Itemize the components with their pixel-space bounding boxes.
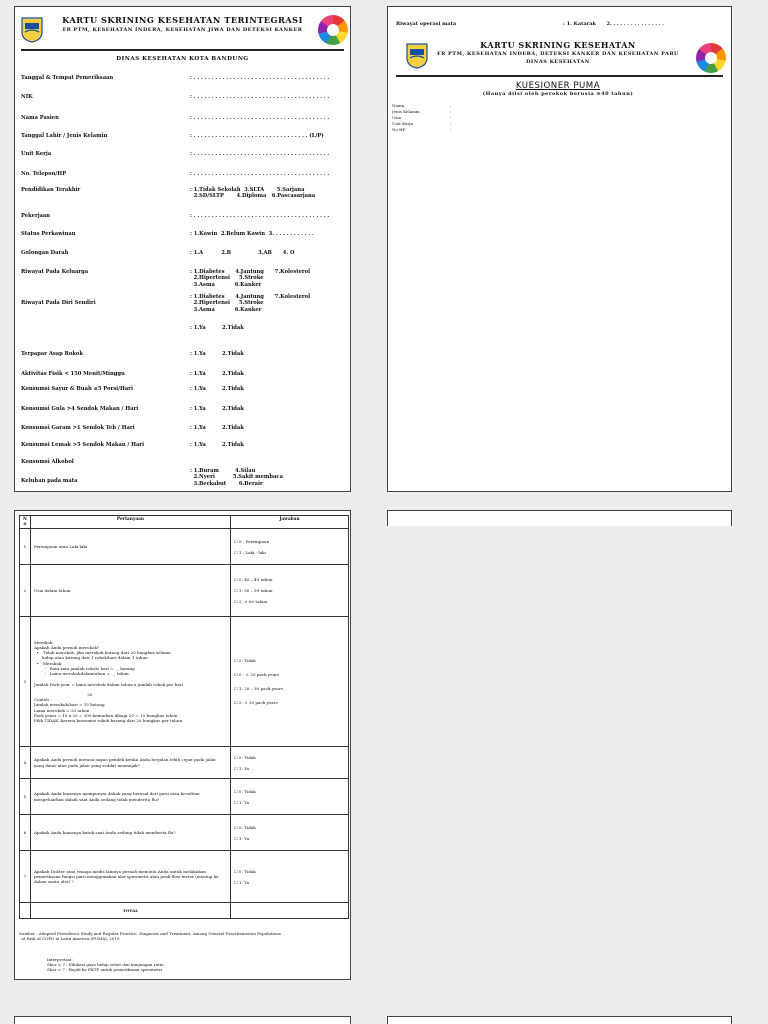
table-row <box>20 747 349 779</box>
field-label: Riwayat Pada Keluarga <box>21 269 89 275</box>
question-text: Apakah Dokter atau tenaga medis lainnya pernah meminta Anda untuk melakukan pemeriksaan fungsi paru menggunakan alat spirometri atau peak flow meter (meniup ke dalam suatu alat) ? <box>30 851 230 903</box>
question-text: Apakah Anda biasanya batuk saat Anda sedang tidak menderita flu? <box>30 815 230 851</box>
field-label: NIK <box>21 94 33 100</box>
field-label: No. Telepon/HP <box>21 171 67 177</box>
question-number: 2 <box>20 565 31 617</box>
source-note: Sumber : Adapted Prevalence Study and Regular Practice, Diagnosis and Treatment, Among General Practitionersin Populations at Risk of COPD in Latin America (PUMA), 2019 <box>19 931 281 942</box>
answer-checkbox[interactable]: ☐ 0: 40 – 49 tahun <box>233 577 273 582</box>
answer-checkbox[interactable]: ☐ 1: Ya <box>233 799 250 805</box>
eye-surgery-label: Riwayat operasi mata <box>396 21 457 27</box>
interpretation-note: Interpretasi : Skor < 7 : Edukasi gaya hidup sehat dan kunjungan rutin Skor > 7 : Rujuk ke FKTP untuk pemeriksaan spirometri <box>47 957 164 973</box>
field-label: Riwayat Pada Diri Sendiri <box>21 300 96 306</box>
question-number: 3 <box>20 617 31 747</box>
answer-checkbox[interactable]: ☐ 1: 20 – 30 pack years <box>233 686 283 691</box>
page-1 <box>14 6 351 492</box>
col-question: Pertanyaan <box>30 516 230 529</box>
card-subtitle: FR PTM, KESEHATAN INDERA, KESEHATAN JIWA DAN DETEKSI KANKER <box>62 27 303 33</box>
answer-options <box>230 565 348 617</box>
field-label: Golongan Darah <box>21 250 69 256</box>
answer-options <box>230 851 348 903</box>
page-6 <box>387 1016 732 1024</box>
field-label: Status Perkawinan <box>21 231 76 237</box>
bandung-logo <box>406 43 428 69</box>
total-row <box>20 903 349 919</box>
card-title: KARTU SKRINING KESEHATAN TERINTEGRASI <box>62 15 303 25</box>
field-label: Konsumsi Garam >1 Sendok Teh / Hari <box>21 425 135 431</box>
respondent-field-label: Unit Kerja <box>392 121 413 126</box>
field-label: Terpapar Asap Rokok <box>21 351 83 357</box>
total-label: TOTAL <box>30 903 230 919</box>
field-label: Konsumsi Alkohol <box>21 459 74 465</box>
answer-options <box>230 617 348 747</box>
respondent-field-label: No HP <box>392 127 406 132</box>
answer-checkbox[interactable]: ☐ 0: Tidak <box>233 754 256 760</box>
field-value[interactable]: : 1.Diabetes 4.Jantung 7.Kolesterol 2.Hipertensi 5.Stroke 3.Asma 6.Kanker <box>190 269 311 288</box>
table-row <box>20 779 349 815</box>
answer-options <box>230 779 348 815</box>
field-label: Tanggal Lahir / Jenis Kelamin <box>21 133 108 139</box>
answer-checkbox[interactable]: ☐ 0 : Perempuan <box>233 538 270 544</box>
question-text: Apakah Anda pernah merasa napas pendek ketika Anda berjalan lebih cepat pada jalan yang datar atau pada jalan yang sedikit menanjak? <box>30 747 230 779</box>
field-value[interactable]: : . . . . . . . . . . . . . . . . . . . . . . . . . . . . . . . . . . . . . . <box>190 115 330 121</box>
eye-surgery-value: : 1. Katarak 2. . . . . . . . . . . . . . . . <box>563 21 664 27</box>
answer-checkbox[interactable]: ☐ 1: Ya <box>233 835 250 841</box>
dept-name: DINAS KESEHATAN <box>526 59 590 65</box>
total-blank-cell <box>20 903 31 919</box>
respondent-field-value[interactable]: : <box>450 127 452 132</box>
question-text: Perempuan atau Laki-laki <box>30 529 230 565</box>
question-text: Usia dalam tahun <box>30 565 230 617</box>
field-value[interactable]: : . . . . . . . . . . . . . . . . . . . . . . . . . . . . . . . . (L/P) <box>190 133 324 139</box>
field-label: Nama Pasien <box>21 115 59 121</box>
question-text: Apakah Anda biasanya mempunyai dahak yang berasal dari paru atau kesulitan mengeluarkan dahak saat Anda sedang tidak menderita flu? <box>30 779 230 815</box>
page-3 <box>14 510 351 980</box>
table-row <box>20 565 349 617</box>
field-value[interactable]: : 1.Ya 2.Tidak <box>190 351 244 357</box>
field-label: Konsumsi Sayur & Buah ≤5 Porsi/Hari <box>21 386 133 392</box>
field-value[interactable]: : 1.A 2.B 3.AB 4. O <box>190 250 295 256</box>
answer-checkbox[interactable]: ☐ 0: Tidak <box>233 868 256 874</box>
answer-checkbox[interactable]: ☐ 0: Tidak <box>233 788 256 794</box>
question-number: 4 <box>20 747 31 779</box>
bandung-logo <box>21 17 43 43</box>
page-2 <box>387 6 732 492</box>
field-label: Keluhan pada mata <box>21 478 78 484</box>
questionnaire-title: KUESIONER PUMA <box>515 81 601 91</box>
respondent-field-label: Usia <box>392 115 402 120</box>
field-value[interactable]: : 1.Buram 4.Silau 2.Nyeri 5.Sakit membaca 3.Berkabut 6.Berair <box>190 468 283 487</box>
question-number: 5 <box>20 779 31 815</box>
dept-name: DINAS KESEHATAN KOTA BANDUNG <box>116 56 249 62</box>
header-divider <box>21 49 344 51</box>
respondent-field-value[interactable]: : <box>450 121 452 126</box>
card-subtitle: FR PTM, KESEHATAN INDERA, DETEKSI KANKER DAN KESEHATAN PARU <box>437 51 679 57</box>
field-label: Pekerjaan <box>21 213 51 219</box>
field-value[interactable]: : 1.Kawin 2.Belum Kawin 3. . . . . . . . . . . . <box>190 231 314 237</box>
page-4 <box>387 510 732 526</box>
field-label: Unit Kerja <box>21 151 52 157</box>
respondent-field-value[interactable]: : <box>450 103 452 108</box>
field-label: Tanggal & Tempat Pemeriksaan <box>21 75 114 81</box>
table-row <box>20 815 349 851</box>
answer-checkbox[interactable]: ☐ 0: Tidak <box>233 824 256 830</box>
question-number: 7 <box>20 851 31 903</box>
field-value[interactable]: : 1.Ya 2.Tidak <box>190 386 244 392</box>
puma-table <box>19 515 349 919</box>
field-value[interactable]: : . . . . . . . . . . . . . . . . . . . . . . . . . . . . . . . . . . . . . . <box>190 213 330 219</box>
field-value[interactable]: : . . . . . . . . . . . . . . . . . . . . . . . . . . . . . . . . . . . . . . <box>190 151 330 157</box>
total-value[interactable] <box>230 903 348 919</box>
answer-checkbox[interactable]: ☐ 0: Tidak <box>233 658 256 663</box>
answer-checkbox[interactable]: ☐ 2: > 30 pack years <box>233 700 278 705</box>
field-label: Konsumsi Lemak >5 Sendok Makan / Hari <box>21 442 145 448</box>
field-value[interactable]: : 1.Ya 2.Tidak <box>190 406 244 412</box>
questionnaire-note: (Hanya diisi oleh perokok berusia ≥40 tahun) <box>482 91 634 97</box>
respondent-field-label: Jenis Kelamin <box>392 109 420 114</box>
field-label: Pendidikan Terakhir <box>21 187 81 193</box>
field-value[interactable]: : 1.Ya 2.Tidak <box>190 425 244 431</box>
respondent-field-value[interactable]: : <box>450 109 452 114</box>
field-label: Aktivitas Fisik < 150 Menit/Minggu <box>21 371 125 377</box>
answer-checkbox[interactable]: ☐ 1: 50 – 59 tahun <box>233 588 273 593</box>
table-header-row <box>20 516 349 529</box>
question-number: 1 <box>20 529 31 565</box>
table-row <box>20 851 349 903</box>
program-logo <box>696 43 726 73</box>
question-number: 6 <box>20 815 31 851</box>
answer-checkbox[interactable]: ☐ 1: Ya <box>233 879 250 885</box>
col-answer: Jawaban <box>230 516 348 529</box>
field-value[interactable]: : 1.Diabetes 4.Jantung 7.Kolesterol 2.Hipertensi 5.Stroke 3.Asma 6.Kanker : 1.Ya 2.Tidak <box>190 294 311 332</box>
answer-checkbox[interactable]: ☐ 1: Ya <box>233 765 250 771</box>
program-logo <box>318 15 348 45</box>
field-value[interactable]: : 1.Ya 2.Tidak <box>190 371 244 377</box>
answer-checkbox[interactable]: ☐ 1 : Laki - laki <box>233 549 266 555</box>
answer-options <box>230 747 348 779</box>
answer-options <box>230 815 348 851</box>
answer-checkbox[interactable]: ☐ 0 : < 20 pack years <box>233 672 280 677</box>
answer-checkbox[interactable]: ☐ 2: > 60 tahun <box>233 599 268 604</box>
field-value[interactable]: : 1.Tidak Sekolah 3.SLTA 5.Sarjana 2.SD/SLTP 4.Diploma 6.Pascasarjana <box>190 187 316 200</box>
respondent-field-value[interactable]: : <box>450 115 452 120</box>
field-value[interactable]: : . . . . . . . . . . . . . . . . . . . . . . . . . . . . . . . . . . . . . . <box>190 94 330 100</box>
card-title: KARTU SKRINING KESEHATAN <box>480 40 636 50</box>
table-row <box>20 529 349 565</box>
field-value[interactable]: : . . . . . . . . . . . . . . . . . . . . . . . . . . . . . . . . . . . . . . <box>190 171 330 177</box>
field-value[interactable]: : . . . . . . . . . . . . . . . . . . . . . . . . . . . . . . . . . . . . . . <box>190 75 330 81</box>
field-label: Konsumsi Gula >4 Sendok Makan / Hari <box>21 406 139 412</box>
header-divider <box>396 75 723 77</box>
page-5 <box>14 1016 351 1024</box>
question-text: Merokok Apakah Anda pernah merokok? • Tidak merokok, jika merokok kurang dari 20 bungkus selama hidup atau kurang dari 1 rokok/hari dalam 1 tahun • Merokok - Rata-rata jumlah rokok/ hari = __ batang - Lama merokokdalamtahun = __ tahun Jumlah Pack year = lama merokok dalam tahun x jumlah rokok per hari 20 Contoh : Jumlah merokok/hari = 15 batang Lama merokok = 20 tahun Pack years = 15 x 20 = 300,kemudian dibagi 20 = 15 bungkus tahun Pilih TIDAK, karena konsumsi rokok kurang dari 20 bungkus per tahun <box>30 617 230 747</box>
col-no: N o <box>20 516 31 529</box>
field-value[interactable]: : 1.Ya 2.Tidak <box>190 442 244 448</box>
respondent-field-label: Nama <box>392 103 405 108</box>
answer-options <box>230 529 348 565</box>
table-row <box>20 617 349 747</box>
